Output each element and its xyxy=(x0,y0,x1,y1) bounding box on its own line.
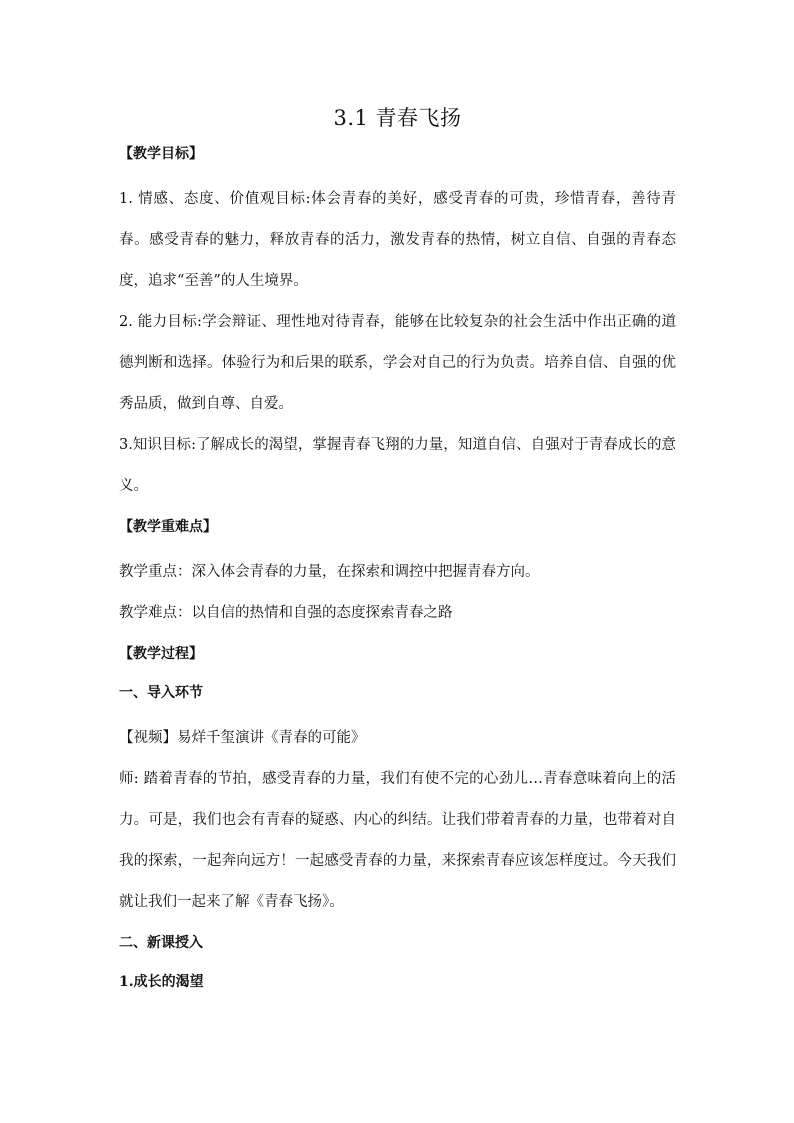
subsection-heading-growth: 1.成长的渴望 xyxy=(119,974,204,990)
subsection-heading-intro: 一、导入环节 xyxy=(119,685,203,701)
section-heading-objectives: 【教学目标】 xyxy=(119,146,203,162)
difficulty-paragraph: 教学难点：以自信的热情和自强的态度探索青春之路 xyxy=(119,605,453,621)
objective-paragraph-2: 2. 能力目标:学会辩证、理性地对待青春，能够在比较复杂的社会生活中作出正确的道德判断和选择。体验行为和后果的联系，学会对自己的行为负责。培养自信、自强的优秀品质，做到自尊、自爱。 xyxy=(119,314,676,412)
section-heading-process: 【教学过程】 xyxy=(119,646,203,662)
objective-paragraph-1: 1. 情感、态度、价值观目标:体会青春的美好，感受青春的可贵，珍惜青春，善待青春。感受青春的魅力，释放青春的活力，激发青春的热情，树立自信、自强的青春态度，追求“至善”的人生境界。 xyxy=(119,191,676,289)
key-point-paragraph: 教学重点：深入体会青春的力量，在探索和调控中把握青春方向。 xyxy=(119,564,540,580)
document-body xyxy=(119,100,676,1007)
section-heading-key-points: 【教学重难点】 xyxy=(119,519,217,535)
subsection-heading-new-lesson: 二、新课授入 xyxy=(119,935,203,951)
objective-paragraph-3: 3.知识目标:了解成长的渴望，掌握青春飞翔的力量，知道自信、自强对于青春成长的意义。 xyxy=(119,437,676,494)
video-line: 【视频】易烊千玺演讲《青春的可能》 xyxy=(119,730,366,746)
teacher-paragraph: 师: 踏着青春的节拍，感受青春的力量，我们有使不完的心劲儿…青春意味着向上的活力。可是，我们也会有青春的疑惑、内心的纠结。让我们带着青春的力量，也带着对自我的探索，一起奔向远方！一起感受青春的力量，来探索青春应该怎样度过。今天我们就让我们一起来了解《青春飞扬》。 xyxy=(119,771,676,910)
page-title: 3.1 青春飞扬 xyxy=(333,106,462,130)
